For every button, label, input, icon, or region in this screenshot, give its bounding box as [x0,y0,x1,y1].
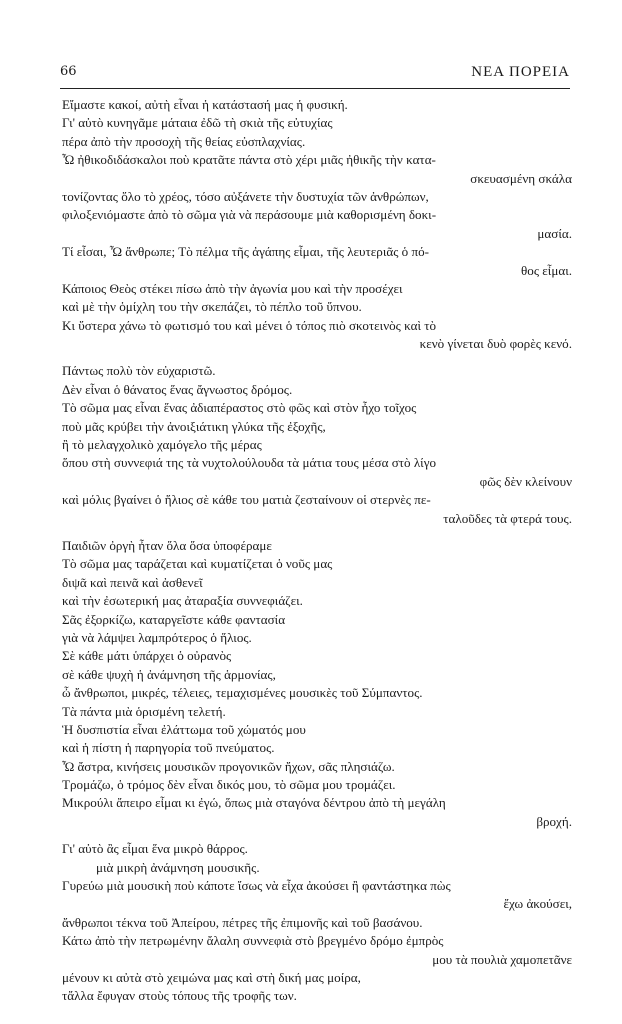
poem-line: διψᾶ καὶ πεινᾶ καὶ ἀσθενεῖ [62,574,203,590]
poem-line: τἄλλα ἔφυγαν στοὺς τόπους τῆς τροφῆς των. [62,988,297,1004]
header-rule [60,88,570,89]
poem-line: ὅπου στὴ συννεφιά της τὰ νυχτολούλουδα τὰ μάτια τους μέσα στὸ λίγο [62,455,437,471]
poem-line: Τὰ πάντα μιὰ ὁρισμένη τελετή. [62,703,226,719]
stanza [62,362,572,528]
poem-line: θος εἶμαι. [521,262,572,278]
poem-line: Τὸ σῶμα μας ταράζεται καὶ κυματίζεται ὁ νοῦς μας [62,556,333,572]
running-header [60,64,570,86]
poem-line: ἄνθρωποι τέκνα τοῦ Ἀπείρου, πέτρες τῆς ἐπιμονῆς καὶ τοῦ βασάνου. [62,914,423,930]
poem-line: μου τὰ πουλιὰ χαμοπετᾶνε [432,951,572,967]
poem-line: Κι ὕστερα χάνω τὸ φωτισμό του καὶ μένει ὁ τόπος πιὸ σκοτεινὸς καὶ τὸ [62,317,437,333]
poem-line: βροχή. [536,813,572,829]
poem-line: Εἴμαστε κακοί, αὐτὴ εἶναι ἡ κατάστασή μας ἡ φυσική. [62,97,348,112]
poem-line: Γι' αὐτὸ ἂς εἶμαι ἕνα μικρὸ θάρρος. [62,841,248,857]
poem-line: Ὦ ἠθικοδιδάσκαλοι ποὺ κρατᾶτε πάντα στὸ χέρι μιᾶς ἠθικῆς τὴν κατα- [62,152,436,168]
poem-line: Παιδιῶν ὀργὴ ἦταν ὅλα ὅσα ὑποφέραμε [62,537,272,553]
poem-line: Τί εἶσαι, Ὦ ἄνθρωπε; Τὸ πέλμα τῆς ἀγάπης εἶμαι, τῆς λευτεριᾶς ὁ πό- [62,244,429,260]
poem-line: Γι' αὐτὸ κυνηγᾶμε μάταια ἐδῶ τὴ σκιὰ τῆς εὐτυχίας [62,115,333,131]
poem-line: μασία. [537,225,572,241]
poem-line: καὶ ἡ πίστη ἡ παρηγορία τοῦ πνεύματος. [62,740,275,756]
journal-title: ΝΕΑ ΠΟΡΕΙΑ [471,64,570,80]
stanza-gap [62,831,572,840]
poem-line: καὶ μὲ τὴν ὁμίχλη του τὴν σκεπάζει, τὸ πέπλο τοῦ ὕπνου. [62,299,362,315]
poem-line: καὶ τὴν ἐσωτερική μας ἀταραξία συννεφιάζει. [62,593,303,609]
poem-line: Ὦ ἄστρα, κινήσεις μουσικῶν προγονικῶν ἤχων, σᾶς πλησιάζω. [62,758,395,774]
stanza-gap [62,353,572,362]
poem-line: Κάτω ἀπὸ τὴν πετρωμένην ἄλαλη συννεφιὰ στὸ βρεγμένο δρόμο ἐμπρὸς [62,933,444,949]
poem-line: μιὰ μικρὴ ἀνάμνηση μουσικῆς. [96,859,260,875]
poem-line: φιλοξενιόμαστε ἀπὸ τὸ σῶμα γιὰ νὰ περάσουμε μιὰ καθορισμένη δοκι- [62,207,437,223]
poem-line: ταλοῦδες τὰ φτερά τους. [443,510,572,526]
poem-line: τονίζοντας ὅλο τὸ χρέος, τόσο αὐξάνετε τὴν δυστυχία τῶν ἀνθρώπων, [62,188,429,204]
stanza [62,537,572,831]
poem-line: Σὲ κάθε μάτι ὑπάρχει ὁ οὐρανὸς [62,648,232,664]
poem-line: ἔχω ἀκούσει, [503,896,572,912]
poem-line: Τὸ σῶμα μας εἶναι ἕνας ἀδιαπέραστος στὸ φῶς καὶ στὸν ἦχο τοῖχος [62,400,417,416]
stanza [62,96,572,353]
poem-line: πέρα ἀπὸ τὴν προσοχὴ τῆς θείας εὐσπλαχνίας. [62,133,306,149]
poem-line: κενὸ γίνεται δυὸ φορὲς κενό. [419,336,572,352]
poem-line: Τρομάζω, ὁ τρόμος δὲν εἶναι δικός μου, τὸ σῶμα μου τρομάζει. [62,777,396,793]
poem-line: γιὰ νὰ λάμψει λαμπρότερος ὁ ἥλιος. [62,629,252,645]
poem-line: καὶ μόλις βγαίνει ὁ ἥλιος σὲ κάθε του ματιὰ ζεσταίνουν οἱ στερνὲς πε- [62,492,431,508]
poem-line: Κάποιος Θεὸς στέκει πίσω ἀπὸ τὴν ἀγωνία μου καὶ τὴν προσέχει [62,280,403,296]
poem-line: μένουν κι αὐτὰ στὸ χειμώνα μας καὶ στὴ δική μας μοίρα, [62,969,361,985]
poem-line: Πάντως πολὺ τὸν εὐχαριστῶ. [62,363,216,379]
poem-line: Δὲν εἶναι ὁ θάνατος ἕνας ἄγνωστος δρόμος. [62,381,293,397]
stanza [62,840,572,1006]
poem-line: σκευασμένη σκάλα [470,170,572,186]
poem-line: ἢ τὸ μελαγχολικὸ χαμόγελο τῆς μέρας [62,437,262,453]
poem-line: ὦ ἄνθρωποι, μικρές, τέλειες, τεμαχισμένες μουσικὲς τοῦ Σύμπαντος. [62,685,423,701]
poem-line: Γυρεύω μιὰ μουσικὴ ποὺ κάποτε ἴσως νὰ εἶχα ἀκούσει ἢ φαντάστηκα πὼς [62,878,451,894]
poem-line: ποὺ μᾶς κρύβει τὴν ἀνοιξιάτικη γλύκα τῆς ἐξοχῆς, [62,418,326,434]
stanza-gap [62,528,572,537]
poem-line: φῶς δὲν κλείνουν [479,473,572,489]
poem-text [62,96,572,1006]
poem-line: Σᾶς ἐξορκίζω, καταργεῖστε κάθε φαντασία [62,611,286,627]
page-number: 66 [60,64,77,79]
poem-line: Μικρούλι ἄπειρο εἶμαι κι ἐγώ, ὅπως μιὰ σταγόνα δέντρου ἀπὸ τὴ μεγάλη [62,795,446,811]
poem-line: Ἡ δυσπιστία εἶναι ἐλάττωμα τοῦ χώματός μου [62,721,306,737]
poem-line: σὲ κάθε ψυχὴ ἡ ἀνάμνηση τῆς ἁρμονίας, [62,666,276,682]
